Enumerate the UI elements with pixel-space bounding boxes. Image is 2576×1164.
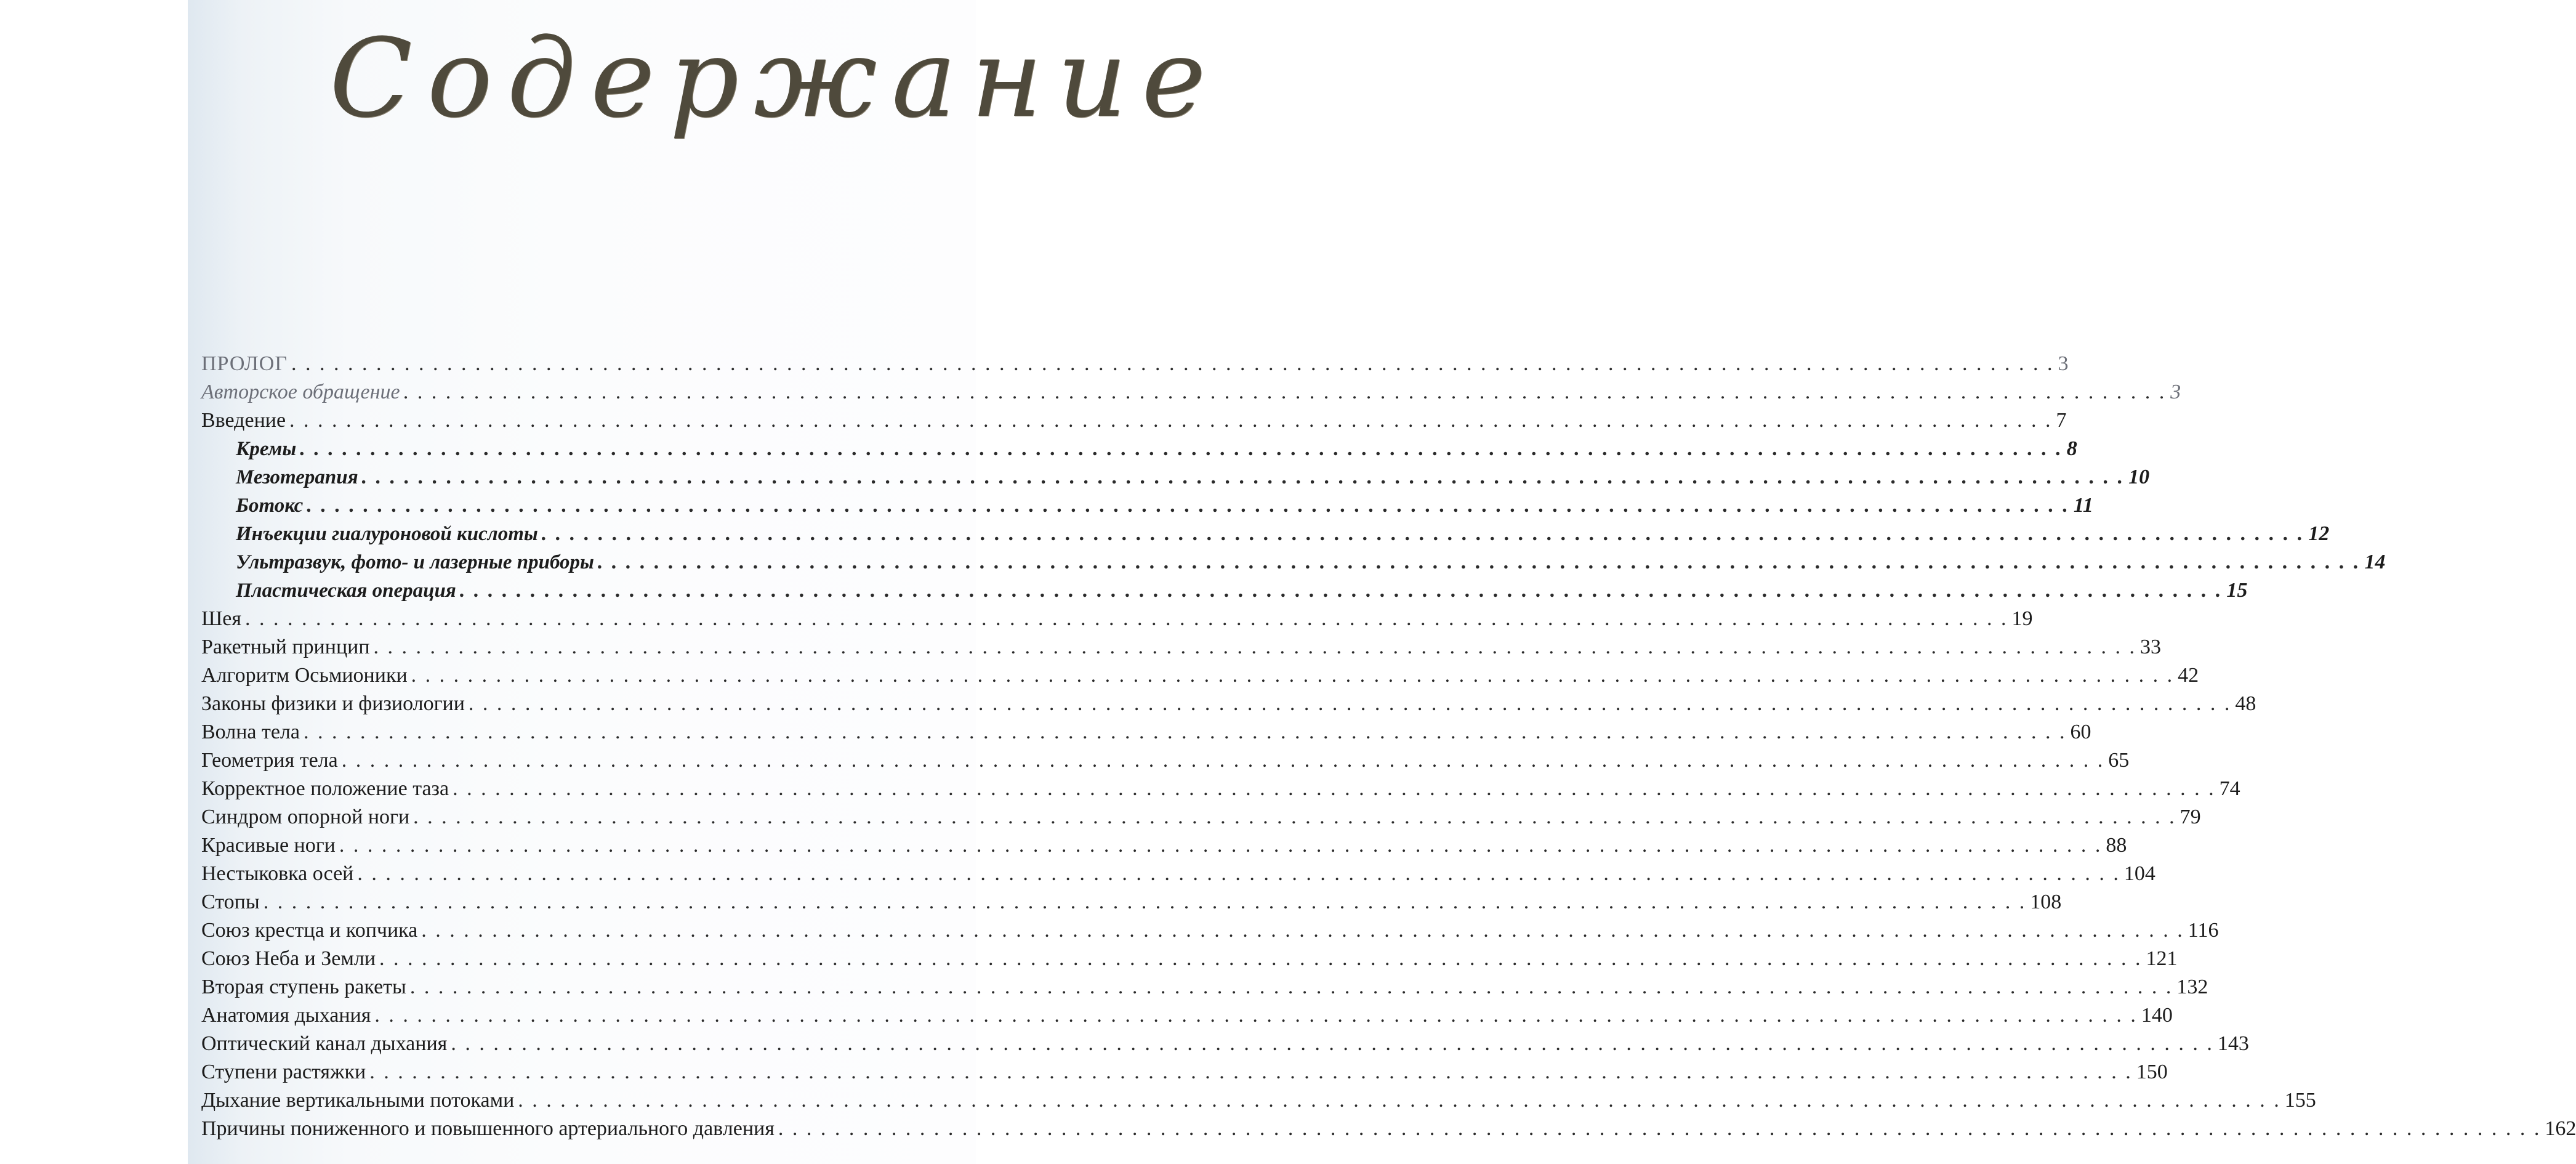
- toc-entry-title: Кремы: [236, 438, 297, 460]
- toc-entry: [201, 1004, 2173, 1032]
- toc-entry-page: 8: [2066, 437, 2077, 460]
- toc-entry-page: 65: [2108, 749, 2130, 772]
- toc-entry-page: 143: [2217, 1032, 2249, 1055]
- leader-dots: [307, 494, 2070, 517]
- toc-entry-page: 140: [2141, 1004, 2173, 1027]
- toc-entry-title: Законы физики и физиологии: [201, 692, 465, 715]
- leader-dots: [374, 1004, 2138, 1027]
- leader-dots: [339, 834, 2103, 857]
- toc-entry: [201, 862, 2155, 891]
- toc-entry-page: 60: [2070, 721, 2091, 743]
- leader-dots: [304, 721, 2067, 744]
- toc-entry: [201, 636, 2162, 664]
- toc-entry: [201, 352, 2069, 381]
- toc-entry-title: Красивые ноги: [201, 834, 336, 857]
- toc-entry-page: 33: [2140, 636, 2162, 658]
- toc-entry-page: 15: [2226, 579, 2248, 602]
- toc-entry-title: Авторское обращение: [201, 381, 400, 403]
- toc-entry: [201, 607, 2033, 636]
- leader-dots: [460, 579, 2223, 602]
- toc-entry-title: Мезотерапия: [236, 466, 358, 488]
- leader-dots: [289, 409, 2053, 432]
- toc-entry-page: 150: [2136, 1061, 2168, 1083]
- toc-entry-title: Стопы: [201, 891, 260, 913]
- toc-entry-title: Корректное положение таза: [201, 777, 449, 800]
- toc-entry-title: Союз крестца и копчика: [201, 919, 418, 942]
- toc-entry-title: ПРОЛОГ: [201, 352, 288, 375]
- toc-entry-title: Причины пониженного и повышенного артериального давления: [201, 1117, 775, 1140]
- leader-dots: [300, 437, 2063, 461]
- toc-entry-page: 108: [2030, 891, 2062, 913]
- toc-entry-title: Волна тела: [201, 721, 300, 743]
- leader-dots: [404, 381, 2167, 404]
- toc-entry-page: 88: [2106, 834, 2127, 857]
- leader-dots: [413, 806, 2176, 829]
- toc-entry-page: 132: [2176, 976, 2208, 998]
- table-of-contents: [201, 352, 2576, 1146]
- leader-dots: [778, 1117, 2542, 1141]
- toc-entry-page: 3: [2058, 352, 2069, 375]
- leader-dots: [410, 976, 2173, 999]
- page-title: Содержание: [329, 15, 1221, 142]
- toc-entry: [201, 721, 2091, 749]
- toc-entry-title: Синдром опорной ноги: [201, 806, 410, 828]
- toc-entry-page: 10: [2128, 466, 2150, 488]
- toc-entry-title: Союз Неба и Земли: [201, 947, 376, 970]
- toc-entry-page: 14: [2364, 551, 2386, 573]
- leader-dots: [342, 749, 2105, 772]
- leader-dots: [598, 551, 2361, 574]
- leader-dots: [518, 1089, 2281, 1112]
- toc-entry-title: Дыхание вертикальными потоками: [201, 1089, 515, 1112]
- toc-entry: [201, 1089, 2316, 1117]
- toc-entry-page: 19: [2011, 607, 2033, 630]
- toc-entry-title: Алгоритм Осьмионики: [201, 664, 408, 687]
- toc-entry-page: 7: [2056, 409, 2067, 432]
- toc-entry: [201, 381, 2181, 409]
- toc-subentry: [201, 551, 2386, 579]
- toc-entry: [201, 947, 2178, 976]
- toc-entry: [201, 664, 2199, 692]
- toc-entry-page: 74: [2219, 777, 2240, 800]
- leader-dots: [357, 862, 2120, 886]
- toc-entry-title: Оптический канал дыхания: [201, 1032, 448, 1055]
- toc-entry-page: 116: [2188, 919, 2219, 942]
- leader-dots: [291, 352, 2055, 376]
- leader-dots: [453, 777, 2216, 801]
- toc-entry-title: Геометрия тела: [201, 749, 338, 772]
- leader-dots: [542, 522, 2305, 546]
- toc-entry-page: 11: [2073, 494, 2093, 517]
- toc-entry: [201, 976, 2208, 1004]
- toc-subentry: [201, 579, 2248, 607]
- toc-entry: [201, 891, 2062, 919]
- leader-dots: [451, 1032, 2214, 1056]
- toc-entry-page: 12: [2308, 522, 2330, 545]
- toc-entry-page: 79: [2180, 806, 2201, 828]
- leader-dots: [411, 664, 2175, 687]
- toc-entry-page: 162: [2545, 1117, 2576, 1140]
- leader-dots: [362, 466, 2125, 489]
- toc-entry-page: 3: [2170, 381, 2181, 403]
- toc-entry-title: Введение: [201, 409, 286, 432]
- toc-entry-title: Инъекции гиалуроновой кислоты: [236, 523, 538, 545]
- book-page: [188, 0, 2576, 1164]
- toc-subentry: [201, 437, 2077, 466]
- toc-entry: [201, 1032, 2249, 1061]
- toc-entry-title: Ультразвук, фото- и лазерные приборы: [236, 551, 594, 573]
- toc-entry-title: Вторая ступень ракеты: [201, 976, 406, 998]
- toc-entry: [201, 834, 2127, 862]
- toc-entry-title: Шея: [201, 607, 242, 630]
- toc-subentry: [201, 522, 2330, 551]
- toc-entry: [201, 692, 2256, 721]
- toc-subentry: [201, 466, 2150, 494]
- toc-entry: [201, 409, 2067, 437]
- leader-dots: [374, 636, 2137, 659]
- toc-subentry: [201, 494, 2093, 522]
- toc-entry: [201, 1061, 2168, 1089]
- leader-dots: [421, 919, 2184, 942]
- toc-entry-title: Пластическая операция: [236, 580, 456, 602]
- leader-dots: [264, 891, 2027, 914]
- toc-entry-title: Нестыковка осей: [201, 862, 354, 885]
- toc-entry-page: 42: [2178, 664, 2199, 687]
- leader-dots: [369, 1061, 2133, 1084]
- toc-entry: [201, 749, 2130, 777]
- leader-dots: [379, 947, 2143, 971]
- toc-entry-title: Ступени растяжки: [201, 1061, 366, 1083]
- toc-entry: [201, 806, 2201, 834]
- toc-entry-title: Ракетный принцип: [201, 636, 370, 658]
- toc-entry: [201, 919, 2219, 947]
- toc-entry-title: Ботокс: [236, 495, 304, 517]
- toc-entry-page: 121: [2146, 947, 2178, 970]
- toc-entry: [201, 1117, 2576, 1146]
- leader-dots: [245, 607, 2008, 631]
- leader-dots: [469, 692, 2232, 716]
- toc-entry-page: 104: [2123, 862, 2155, 885]
- toc-entry-title: Анатомия дыхания: [201, 1004, 371, 1027]
- toc-entry: [201, 777, 2240, 806]
- toc-entry-page: 155: [2284, 1089, 2316, 1112]
- toc-entry-page: 48: [2235, 692, 2256, 715]
